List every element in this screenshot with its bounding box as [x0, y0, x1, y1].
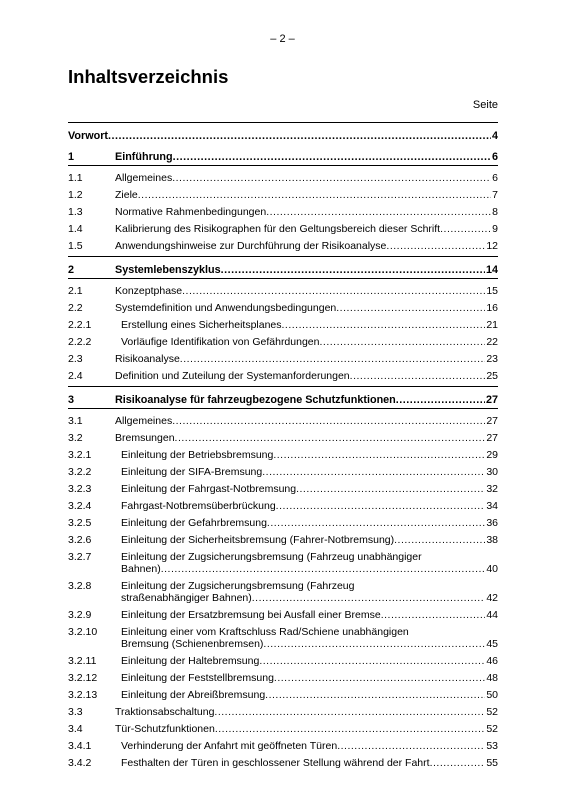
toc-entry-number: 3.2.3: [68, 483, 92, 495]
toc-entry-title: Einleitung der SIFA-Bremsung: [121, 466, 263, 478]
toc-entry-page: 38: [486, 534, 498, 546]
toc-entry-page: 29: [486, 449, 498, 461]
toc-entry[interactable]: [68, 667, 498, 684]
toc-entry-title: Risikoanalyse für fahrzeugbezogene Schutzfunktionen: [115, 394, 396, 406]
toc-entry-number: 3.2.9: [68, 609, 92, 621]
toc-entry-title: Einleitung der Fahrgast-Notbremsung: [121, 483, 297, 495]
toc-entry-page: 14: [485, 264, 498, 276]
toc-entry[interactable]: [68, 297, 498, 314]
toc-entry-title: Einführung: [115, 151, 173, 163]
leader-dots: [214, 706, 485, 718]
toc-entry-title: Risikoanalyse: [115, 353, 180, 365]
toc-entry[interactable]: [68, 218, 498, 235]
leader-dots: [172, 415, 485, 427]
toc-entry-title: Vorläufige Identifikation von Gefährdungen: [121, 336, 320, 348]
table-of-contents: [68, 122, 498, 769]
toc-entry-page: 8: [492, 206, 498, 218]
toc-entry-title-line1: Einleitung einer vom Kraftschluss Rad/Schiene unabhängigen: [121, 626, 409, 638]
toc-entry-title: Konzeptphase: [115, 285, 183, 297]
toc-entry-title: Anwendungshinweise zur Durchführung der Risikoanalyse: [115, 240, 387, 252]
toc-entry-title: Vorwort: [68, 130, 108, 142]
toc-entry[interactable]: [68, 444, 498, 461]
toc-entry[interactable]: [68, 684, 498, 701]
toc-entry-title: Verhinderung der Anfahrt mit geöffneten Türen: [121, 740, 338, 752]
toc-entry-page: 6: [491, 151, 498, 163]
toc-entry[interactable]: [68, 512, 498, 529]
leader-dots: [263, 638, 485, 650]
leader-dots: [273, 449, 485, 461]
toc-entry-page: 42: [486, 592, 498, 604]
toc-entry[interactable]: [68, 409, 498, 427]
toc-entry-title-line2: Bremsung (Schienenbremsen): [121, 638, 264, 650]
toc-entry-number: 2.3: [68, 353, 83, 365]
leader-dots: [221, 264, 485, 276]
toc-entry[interactable]: [68, 348, 498, 365]
toc-entry-number: 3.2.10: [68, 626, 98, 638]
toc-entry-page: 12: [486, 240, 498, 252]
leader-dots: [282, 319, 486, 331]
leader-dots: [381, 609, 486, 621]
toc-entry-number: 3.4: [68, 723, 83, 735]
leader-dots: [173, 151, 491, 163]
toc-entry-page: 21: [486, 319, 498, 331]
toc-entry-title-line2: straßenabhängiger Bahnen): [121, 592, 252, 604]
toc-entry[interactable]: [68, 166, 498, 184]
leader-dots: [265, 689, 485, 701]
toc-entry-number: 1.2: [68, 189, 83, 201]
toc-entry[interactable]: [68, 314, 498, 331]
toc-entry-title: Festhalten der Türen in geschlossener Stellung während der Fahrt: [121, 757, 430, 769]
toc-entry-number: 1.5: [68, 240, 83, 252]
toc-entry-title: Erstellung eines Sicherheitsplanes: [121, 319, 282, 331]
toc-entry-number: 1.4: [68, 223, 83, 235]
leader-dots: [175, 432, 486, 444]
leader-dots: [138, 189, 491, 201]
toc-entry-number: 3.2.4: [68, 500, 92, 512]
toc-entry-page: 36: [486, 517, 498, 529]
toc-entry-page: 27: [486, 415, 498, 427]
toc-entry[interactable]: [68, 529, 498, 546]
toc-entry-title: Allgemeines: [115, 172, 173, 184]
leader-dots: [440, 223, 491, 235]
toc-chapter-3-items: [68, 409, 498, 769]
toc-entry-title: Definition und Zuteilung der Systemanforderungen: [115, 370, 350, 382]
toc-entry-title-line1: Einleitung der Zugsicherungsbremsung (Fahrzeug: [121, 580, 355, 592]
toc-entry[interactable]: [68, 331, 498, 348]
toc-entry-page: 6: [492, 172, 498, 184]
toc-entry-title: Einleitung der Betriebsbremsung: [121, 449, 274, 461]
toc-entry-title: Einleitung der Feststellbremsung: [121, 672, 274, 684]
toc-entry-number: 3.2.6: [68, 534, 92, 546]
toc-entry[interactable]: [68, 735, 498, 752]
toc-entry[interactable]: [68, 279, 498, 297]
toc-entry-page: 40: [486, 563, 498, 575]
leader-dots: [396, 394, 485, 406]
toc-chapter-1[interactable]: [68, 144, 498, 165]
toc-entry-page: 25: [486, 370, 498, 382]
leader-dots: [262, 466, 485, 478]
toc-entry-page: 52: [486, 706, 498, 718]
leader-dots: [274, 672, 485, 684]
toc-entry-page: 50: [486, 689, 498, 701]
toc-entry-title: Allgemeines: [115, 415, 173, 427]
toc-entry-title: Fahrgast-Notbremsüberbrückung: [121, 500, 276, 512]
leader-dots: [215, 723, 486, 735]
toc-entry-page: 27: [485, 394, 498, 406]
toc-entry-title: Kalibrierung des Risikographen für den Geltungsbereich dieser Schrift: [115, 223, 441, 235]
leader-dots: [266, 206, 491, 218]
toc-entry-page: 52: [486, 723, 498, 735]
toc-entry-page: 46: [486, 655, 498, 667]
page-title: Inhaltsverzeichnis: [68, 66, 229, 87]
leader-dots: [394, 534, 485, 546]
page-number: – 2 –: [270, 33, 295, 45]
leader-dots: [276, 500, 486, 512]
toc-entry-number: 3.4.1: [68, 740, 92, 752]
leader-dots: [180, 353, 486, 365]
toc-entry-number: 1.3: [68, 206, 83, 218]
toc-entry-title: Systemlebenszyklus: [115, 264, 221, 276]
toc-entry-page: 22: [486, 336, 498, 348]
toc-entry-page: 55: [486, 757, 498, 769]
toc-entry[interactable]: [68, 478, 498, 495]
toc-entry-page: 45: [486, 638, 498, 650]
toc-entry-title: Ziele: [115, 189, 138, 201]
toc-entry-vorwort[interactable]: [68, 123, 498, 144]
toc-entry-page: 23: [486, 353, 498, 365]
toc-entry-page: 27: [486, 432, 498, 444]
toc-entry-number: 3.4.2: [68, 757, 92, 769]
toc-entry-number: 3.3: [68, 706, 83, 718]
toc-entry-title-line2: Bahnen): [121, 563, 161, 575]
toc-entry[interactable]: [68, 650, 498, 667]
seite-column-label: Seite: [472, 99, 498, 111]
toc-entry-page: 7: [492, 189, 498, 201]
toc-entry-number: 2.2.1: [68, 319, 92, 331]
toc-entry[interactable]: [68, 575, 498, 604]
toc-entry-number: 1: [68, 151, 75, 163]
leader-dots: [267, 517, 485, 529]
toc-entry-number: 3.2.5: [68, 517, 92, 529]
toc-entry[interactable]: [68, 184, 498, 201]
toc-entry-number: 3.2.11: [68, 655, 97, 667]
leader-dots: [430, 757, 486, 769]
toc-entry-number: 3.2.8: [68, 580, 92, 592]
toc-entry-page: 4: [491, 130, 498, 142]
toc-chapter-3[interactable]: [68, 387, 498, 408]
toc-entry-number: 3.2.7: [68, 551, 92, 563]
toc-entry-page: 30: [486, 466, 498, 478]
toc-entry[interactable]: [68, 701, 498, 718]
toc-entry-title: Einleitung der Haltebremsung: [121, 655, 260, 667]
toc-entry-number: 3.2.12: [68, 672, 98, 684]
toc-entry-number: 3.2.13: [68, 689, 98, 701]
toc-entry[interactable]: [68, 461, 498, 478]
toc-entry-page: 16: [486, 302, 498, 314]
toc-entry-page: 48: [486, 672, 498, 684]
leader-dots: [336, 302, 485, 314]
toc-entry-title-line1: Einleitung der Zugsicherungsbremsung (Fahrzeug unabhängiger: [121, 551, 422, 563]
leader-dots: [182, 285, 485, 297]
toc-entry-number: 2: [68, 264, 75, 276]
toc-entry-page: 9: [492, 223, 498, 235]
toc-entry-number: 3.2.2: [68, 466, 92, 478]
leader-dots: [386, 240, 485, 252]
toc-entry-page: 44: [486, 609, 498, 621]
toc-entry-page: 34: [486, 500, 498, 512]
toc-entry[interactable]: [68, 604, 498, 621]
toc-entry-number: 2.1: [68, 285, 83, 297]
toc-entry[interactable]: [68, 621, 498, 650]
toc-entry[interactable]: [68, 201, 498, 218]
toc-entry[interactable]: [68, 718, 498, 735]
toc-chapter-1-items: [68, 166, 498, 252]
leader-dots: [108, 130, 491, 142]
toc-entry[interactable]: [68, 427, 498, 444]
toc-entry-title: Einleitung der Abreißbremsung: [121, 689, 266, 701]
leader-dots: [172, 172, 491, 184]
toc-entry-title: Traktionsabschaltung: [115, 706, 215, 718]
toc-entry-number: 2.4: [68, 370, 83, 382]
toc-entry-title: Einleitung der Ersatzbremsung bei Ausfall einer Bremse: [121, 609, 381, 621]
leader-dots: [337, 740, 485, 752]
toc-chapter-2[interactable]: [68, 257, 498, 278]
toc-entry-title: Systemdefinition und Anwendungsbedingungen: [115, 302, 337, 314]
toc-entry-page: 32: [486, 483, 498, 495]
toc-entry[interactable]: [68, 235, 498, 252]
toc-entry-number: 3.2: [68, 432, 83, 444]
toc-entry[interactable]: [68, 365, 498, 382]
toc-entry-title: Einleitung der Gefahrbremsung: [121, 517, 267, 529]
leader-dots: [350, 370, 486, 382]
leader-dots: [252, 592, 486, 604]
leader-dots: [319, 336, 485, 348]
toc-entry[interactable]: [68, 546, 498, 575]
toc-entry[interactable]: [68, 752, 498, 769]
leader-dots: [161, 563, 486, 575]
toc-entry[interactable]: [68, 495, 498, 512]
toc-entry-number: 3.1: [68, 415, 83, 427]
toc-entry-number: 3.2.1: [68, 449, 92, 461]
toc-entry-title: Bremsungen: [115, 432, 175, 444]
leader-dots: [296, 483, 485, 495]
toc-entry-title: Tür-Schutzfunktionen: [115, 723, 215, 735]
toc-entry-title: Einleitung der Sicherheitsbremsung (Fahrer-Notbremsung): [121, 534, 395, 546]
toc-chapter-2-items: [68, 279, 498, 382]
toc-entry-page: 53: [486, 740, 498, 752]
toc-entry-number: 2.2: [68, 302, 83, 314]
toc-entry-number: 3: [68, 394, 75, 406]
leader-dots: [259, 655, 485, 667]
toc-entry-title: Normative Rahmenbedingungen: [115, 206, 267, 218]
toc-entry-page: 15: [486, 285, 498, 297]
toc-entry-number: 2.2.2: [68, 336, 92, 348]
toc-entry-number: 1.1: [68, 172, 83, 184]
